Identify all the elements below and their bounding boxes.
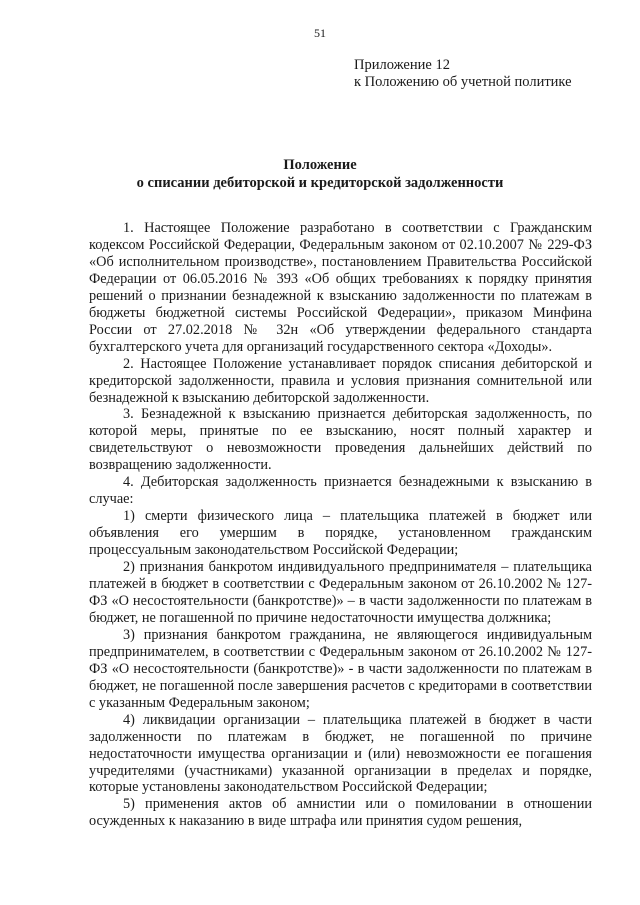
paragraph: 5) применения актов об амнистии или о помиловании в отношении осужденных к наказанию в виде штрафа или принятия судом решения, — [89, 796, 592, 830]
page-number: 51 — [314, 26, 326, 40]
paragraph: 2. Настоящее Положение устанавливает порядок списания дебиторской и кредиторской задолженности, правила и условия признания сомнительной или безнадежной к взысканию дебиторской задолженности. — [89, 355, 592, 406]
document-body — [89, 220, 592, 830]
appendix-line-1: Приложение 12 — [354, 57, 450, 73]
paragraph: 1) смерти физического лица – плательщика платежей в бюджет или объявления его умершим в порядке, установленном гражданским процессуальным законодательством Российской Федерации; — [89, 508, 592, 559]
document-title — [0, 156, 640, 192]
paragraph: 4. Дебиторская задолженность признается безнадежными к взысканию в случае: — [89, 474, 592, 508]
appendix-line-2: к Положению об учетной политике — [354, 74, 572, 90]
paragraph: 1. Настоящее Положение разработано в соответствии с Гражданским кодексом Российской Федерации, Федеральным законом от 02.10.2007 № 229-ФЗ «Об исполнительном производстве», постановлением Правительства Российской Федерации от 06.05.2016 № 393 «Об общих требованиях к порядку принятия решений о признании безнадежной к взысканию задолженности по платежам в бюджеты бюджетной системы Российской Федерации», приказом Минфина России от 27.02.2018 № 32н «Об утверждении федерального стандарта бухгалтерского учета для организаций государственного сектора «Доходы». — [89, 220, 592, 355]
paragraph: 2) признания банкротом индивидуального предпринимателя – плательщика платежей в бюджет в соответствии с Федеральным законом от 26.10.2002 № 127-ФЗ «О несостоятельности (банкротстве)» – в части задолженности по платежам в бюджет, не погашенной по причине недостаточности имущества должника; — [89, 559, 592, 626]
paragraph: 3. Безнадежной к взысканию признается дебиторская задолженность, по которой меры, принятые по ее взысканию, носят полный характер и свидетельствуют о невозможности проведения дальнейших действий по возвращению задолженности. — [89, 406, 592, 474]
appendix-reference — [354, 57, 572, 91]
title-line-1: Положение — [283, 157, 357, 173]
title-line-2: о списании дебиторской и кредиторской задолженности — [136, 175, 504, 191]
paragraph: 4) ликвидации организации – плательщика платежей в бюджет в части задолженности по платежам в бюджет, не погашенной по причине недостаточности имущества организации и (или) невозможности ее погашения учредителями (участниками) указанной организации в пределах и порядке, которые установлены законодательством Российской Федерации; — [89, 711, 592, 796]
paragraph: 3) признания банкротом гражданина, не являющегося индивидуальным предпринимателем, в соответствии с Федеральным законом от 26.10.2002 № 127-ФЗ «О несостоятельности (банкротстве)» - в части задолженности по платежам в бюджет, не погашенной после завершения расчетов с кредиторами в соответствии с указанным Федеральным законом; — [89, 626, 592, 711]
